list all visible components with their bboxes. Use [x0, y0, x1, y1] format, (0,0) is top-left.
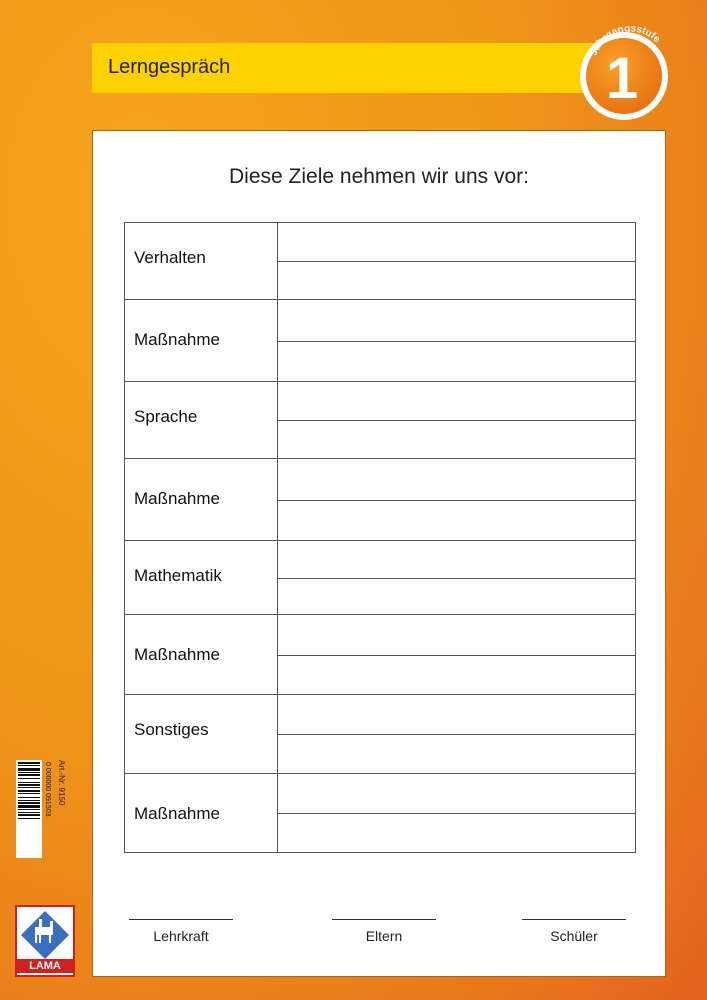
- signature-eltern[interactable]: [332, 919, 436, 944]
- header-bar: [92, 43, 612, 93]
- row-label-cell: [125, 541, 278, 615]
- row-label-cell: [125, 459, 278, 541]
- goals-table: [124, 222, 636, 853]
- writing-cell[interactable]: [278, 541, 636, 615]
- goal-row: [125, 459, 636, 541]
- signature-label: Schüler: [550, 928, 598, 944]
- barcode-bar: [18, 784, 40, 786]
- goal-row: [125, 615, 636, 695]
- barcode-bar: [18, 772, 40, 773]
- page-title: Lerngespräch: [108, 56, 231, 78]
- row-label-cell: [125, 774, 278, 853]
- article-number: Art.-Nr. 9150: [57, 760, 66, 806]
- writing-line[interactable]: [278, 615, 635, 656]
- writing-cell[interactable]: [278, 223, 636, 300]
- writing-cell[interactable]: [278, 774, 636, 853]
- writing-line[interactable]: [278, 695, 635, 735]
- writing-line[interactable]: [278, 541, 635, 579]
- publisher-logo: [15, 905, 75, 977]
- writing-line[interactable]: [278, 262, 635, 299]
- row-label: Verhalten: [134, 248, 206, 267]
- publisher-name: LAMA: [17, 959, 73, 973]
- writing-cell[interactable]: [278, 300, 636, 382]
- signature-lehrkraft[interactable]: [129, 919, 233, 944]
- signature-line: [332, 919, 436, 920]
- barcode-digits: 0 000000 091503: [44, 762, 51, 817]
- llama-logo-icon: [17, 907, 73, 959]
- row-label-cell: [125, 382, 278, 459]
- badge-number: 1: [605, 46, 639, 111]
- barcode-bar: [18, 814, 40, 816]
- writing-line[interactable]: [278, 501, 635, 540]
- writing-line[interactable]: [278, 421, 635, 458]
- barcode-bar: [18, 765, 40, 766]
- grade-badge: [574, 16, 678, 120]
- barcode-bar: [18, 812, 40, 813]
- writing-line[interactable]: [278, 300, 635, 342]
- goal-row: [125, 300, 636, 382]
- writing-line[interactable]: [278, 342, 635, 381]
- signature-label: Eltern: [365, 928, 403, 944]
- barcode-bar: [18, 809, 40, 810]
- writing-line[interactable]: [278, 579, 635, 614]
- sheet-heading: Diese Ziele nehmen wir uns vor:: [229, 165, 529, 188]
- goal-row: [125, 223, 636, 300]
- row-label-cell: [125, 615, 278, 695]
- barcode-bar: [18, 805, 40, 808]
- goal-row: [125, 774, 636, 853]
- row-label-cell: [125, 695, 278, 774]
- badge-arc-text: Jahrgangsstufe: [588, 23, 663, 58]
- barcode-bar: [18, 802, 40, 804]
- writing-line[interactable]: [278, 459, 635, 501]
- barcode-bar: [18, 768, 40, 771]
- barcode-bar: [18, 762, 40, 764]
- writing-cell[interactable]: [278, 695, 636, 774]
- signature-line: [522, 919, 626, 920]
- writing-line[interactable]: [278, 223, 635, 262]
- row-label: Maßnahme: [134, 645, 220, 664]
- row-label: Maßnahme: [134, 330, 220, 349]
- row-label-cell: [125, 223, 278, 300]
- barcode-bar: [18, 782, 40, 783]
- goal-row: [125, 695, 636, 774]
- barcode-bar: [18, 818, 40, 819]
- writing-line[interactable]: [278, 656, 635, 694]
- row-label-cell: [125, 300, 278, 382]
- signature-line: [129, 919, 233, 920]
- barcode-bar: [18, 774, 40, 776]
- goal-row: [125, 382, 636, 459]
- row-label: Mathematik: [134, 566, 222, 585]
- row-label: Maßnahme: [134, 489, 220, 508]
- signature-schueler[interactable]: [522, 919, 626, 944]
- worksheet: [92, 130, 666, 977]
- barcode-bar: [18, 797, 40, 798]
- row-label: Sonstiges: [134, 720, 209, 739]
- row-label: Sprache: [134, 407, 198, 426]
- writing-line[interactable]: [278, 814, 635, 852]
- row-label: Maßnahme: [134, 804, 220, 823]
- writing-line[interactable]: [278, 735, 635, 773]
- writing-cell[interactable]: [278, 459, 636, 541]
- barcode-bar: [18, 790, 40, 792]
- writing-cell[interactable]: [278, 382, 636, 459]
- writing-cell[interactable]: [278, 615, 636, 695]
- writing-line[interactable]: [278, 774, 635, 814]
- barcode-bar: [18, 800, 40, 801]
- writing-line[interactable]: [278, 382, 635, 421]
- barcode-bar: [18, 778, 40, 779]
- barcode-bar: [18, 787, 40, 788]
- signature-label: Lehrkraft: [153, 928, 209, 944]
- goal-row: [125, 541, 636, 615]
- barcode-bar: [18, 793, 40, 794]
